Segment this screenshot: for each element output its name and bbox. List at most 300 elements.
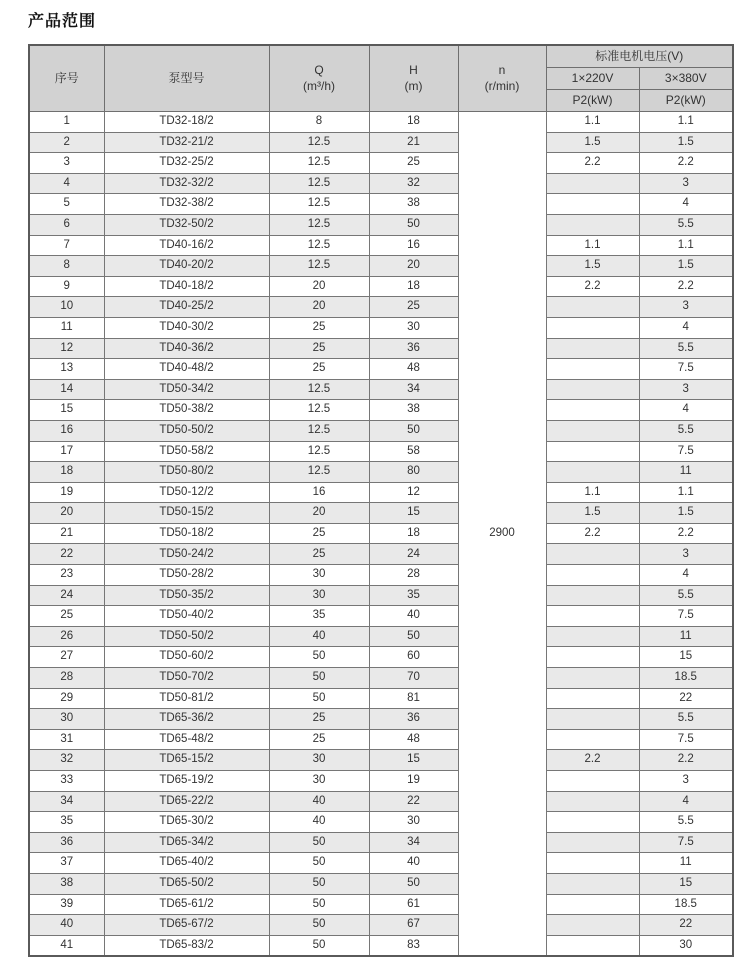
header-head-h-unit: (m) [404,78,423,93]
cell-p2-220 [546,894,639,915]
cell-pump-model: TD50-58/2 [104,441,269,462]
cell-p2-220 [546,791,639,812]
cell-head-h: 80 [369,462,458,483]
header-flow-q [269,45,369,112]
cell-p2-380: 11 [639,626,733,647]
table-row [29,668,733,689]
cell-pump-model: TD32-21/2 [104,132,269,153]
cell-p2-220 [546,544,639,565]
cell-p2-220 [546,709,639,730]
cell-head-h: 18 [369,112,458,133]
cell-pump-model: TD40-20/2 [104,256,269,277]
cell-serial-number: 31 [29,729,104,750]
cell-p2-380: 4 [639,565,733,586]
cell-pump-model: TD32-38/2 [104,194,269,215]
cell-pump-model: TD50-12/2 [104,482,269,503]
cell-head-h: 50 [369,873,458,894]
cell-flow-q: 25 [269,338,369,359]
table-row [29,379,733,400]
cell-head-h: 50 [369,214,458,235]
cell-head-h: 83 [369,935,458,956]
cell-serial-number: 4 [29,173,104,194]
cell-head-h: 36 [369,338,458,359]
cell-p2-220: 1.5 [546,503,639,524]
cell-serial-number: 23 [29,565,104,586]
cell-serial-number: 17 [29,441,104,462]
cell-head-h: 25 [369,297,458,318]
cell-p2-380: 11 [639,462,733,483]
table-row [29,853,733,874]
cell-serial-number: 7 [29,235,104,256]
cell-p2-380: 11 [639,853,733,874]
cell-pump-model: TD65-22/2 [104,791,269,812]
cell-flow-q: 30 [269,565,369,586]
cell-serial-number: 35 [29,812,104,833]
table-row [29,317,733,338]
cell-p2-380: 5.5 [639,709,733,730]
cell-p2-220 [546,194,639,215]
cell-p2-380: 30 [639,935,733,956]
cell-pump-model: TD65-36/2 [104,709,269,730]
product-range-table [28,44,734,957]
cell-serial-number: 28 [29,668,104,689]
cell-serial-number: 26 [29,626,104,647]
cell-flow-q: 12.5 [269,400,369,421]
cell-flow-q: 35 [269,606,369,627]
cell-head-h: 60 [369,647,458,668]
cell-head-h: 16 [369,235,458,256]
cell-flow-q: 50 [269,832,369,853]
cell-p2-380: 1.1 [639,112,733,133]
cell-pump-model: TD32-50/2 [104,214,269,235]
cell-head-h: 24 [369,544,458,565]
cell-serial-number: 8 [29,256,104,277]
table-row [29,173,733,194]
cell-flow-q: 12.5 [269,153,369,174]
cell-p2-220 [546,420,639,441]
cell-serial-number: 22 [29,544,104,565]
cell-serial-number: 2 [29,132,104,153]
cell-p2-380: 4 [639,791,733,812]
table-row [29,750,733,771]
cell-p2-380: 1.5 [639,256,733,277]
table-row [29,194,733,215]
cell-flow-q: 25 [269,544,369,565]
cell-pump-model: TD50-34/2 [104,379,269,400]
cell-head-h: 18 [369,523,458,544]
cell-head-h: 35 [369,585,458,606]
cell-flow-q: 12.5 [269,379,369,400]
cell-head-h: 70 [369,668,458,689]
cell-p2-220: 2.2 [546,523,639,544]
table-row [29,297,733,318]
cell-flow-q: 50 [269,894,369,915]
cell-serial-number: 3 [29,153,104,174]
cell-serial-number: 19 [29,482,104,503]
table-row [29,791,733,812]
cell-pump-model: TD40-48/2 [104,359,269,380]
cell-flow-q: 25 [269,317,369,338]
cell-p2-220: 2.2 [546,750,639,771]
cell-p2-380: 22 [639,915,733,936]
cell-p2-220 [546,668,639,689]
cell-head-h: 25 [369,153,458,174]
cell-p2-380: 5.5 [639,338,733,359]
cell-head-h: 28 [369,565,458,586]
cell-flow-q: 12.5 [269,173,369,194]
cell-p2-220 [546,379,639,400]
cell-pump-model: TD65-19/2 [104,771,269,792]
cell-flow-q: 12.5 [269,132,369,153]
cell-flow-q: 12.5 [269,420,369,441]
cell-pump-model: TD40-18/2 [104,276,269,297]
cell-p2-380: 5.5 [639,420,733,441]
cell-flow-q: 25 [269,359,369,380]
cell-p2-220: 1.1 [546,112,639,133]
cell-p2-380: 3 [639,297,733,318]
cell-head-h: 36 [369,709,458,730]
cell-flow-q: 20 [269,297,369,318]
cell-pump-model: TD50-40/2 [104,606,269,627]
cell-head-h: 12 [369,482,458,503]
cell-head-h: 58 [369,441,458,462]
cell-head-h: 50 [369,626,458,647]
cell-p2-220 [546,359,639,380]
cell-p2-220 [546,647,639,668]
cell-pump-model: TD40-25/2 [104,297,269,318]
table-row [29,112,733,133]
cell-serial-number: 11 [29,317,104,338]
cell-serial-number: 16 [29,420,104,441]
header-speed-n-symbol: n [498,62,506,77]
cell-pump-model: TD40-36/2 [104,338,269,359]
cell-p2-380: 4 [639,400,733,421]
cell-pump-model: TD50-50/2 [104,420,269,441]
cell-p2-380: 3 [639,771,733,792]
table-body [29,112,733,957]
page-title: 产品范围 [28,13,97,30]
cell-p2-380: 7.5 [639,359,733,380]
cell-serial-number: 6 [29,214,104,235]
cell-p2-220 [546,462,639,483]
table-row [29,873,733,894]
cell-pump-model: TD65-30/2 [104,812,269,833]
cell-pump-model: TD65-15/2 [104,750,269,771]
header-head-h [369,45,458,112]
cell-p2-220 [546,565,639,586]
table-row [29,915,733,936]
cell-p2-220 [546,606,639,627]
header-p2-380: P2(kW) [639,90,733,112]
table-row [29,482,733,503]
table-row [29,688,733,709]
table-row [29,462,733,483]
table-row [29,544,733,565]
cell-head-h: 48 [369,359,458,380]
cell-p2-220 [546,626,639,647]
cell-p2-380: 1.5 [639,132,733,153]
cell-pump-model: TD65-34/2 [104,832,269,853]
cell-serial-number: 5 [29,194,104,215]
cell-serial-number: 13 [29,359,104,380]
cell-p2-380: 2.2 [639,750,733,771]
cell-serial-number: 1 [29,112,104,133]
cell-p2-220 [546,297,639,318]
cell-p2-220 [546,853,639,874]
cell-p2-380: 5.5 [639,585,733,606]
cell-p2-220 [546,771,639,792]
table-row [29,523,733,544]
cell-pump-model: TD65-48/2 [104,729,269,750]
cell-p2-220 [546,400,639,421]
cell-p2-220 [546,338,639,359]
cell-head-h: 50 [369,420,458,441]
cell-flow-q: 40 [269,812,369,833]
cell-p2-220 [546,812,639,833]
cell-p2-380: 1.1 [639,482,733,503]
cell-head-h: 18 [369,276,458,297]
cell-pump-model: TD32-32/2 [104,173,269,194]
cell-p2-380: 1.1 [639,235,733,256]
cell-serial-number: 29 [29,688,104,709]
cell-pump-model: TD50-38/2 [104,400,269,421]
cell-serial-number: 40 [29,915,104,936]
cell-flow-q: 25 [269,709,369,730]
table-row [29,709,733,730]
cell-pump-model: TD65-67/2 [104,915,269,936]
header-speed-n [458,45,546,112]
cell-p2-380: 2.2 [639,276,733,297]
cell-flow-q: 40 [269,626,369,647]
cell-p2-380: 2.2 [639,523,733,544]
cell-head-h: 38 [369,400,458,421]
header-speed-n-unit: (r/min) [484,78,520,93]
cell-head-h: 40 [369,606,458,627]
cell-flow-q: 8 [269,112,369,133]
cell-pump-model: TD50-50/2 [104,626,269,647]
cell-pump-model: TD32-25/2 [104,153,269,174]
header-voltage-1x220: 1×220V [546,68,639,90]
cell-p2-380: 22 [639,688,733,709]
cell-serial-number: 20 [29,503,104,524]
table-row [29,565,733,586]
cell-p2-220 [546,729,639,750]
cell-pump-model: TD50-24/2 [104,544,269,565]
cell-serial-number: 14 [29,379,104,400]
cell-serial-number: 41 [29,935,104,956]
cell-p2-220: 2.2 [546,153,639,174]
table-row [29,935,733,956]
table-row [29,729,733,750]
cell-p2-220: 1.1 [546,482,639,503]
cell-serial-number: 36 [29,832,104,853]
cell-p2-380: 18.5 [639,668,733,689]
cell-pump-model: TD65-50/2 [104,873,269,894]
cell-flow-q: 12.5 [269,462,369,483]
table-row [29,626,733,647]
cell-flow-q: 50 [269,935,369,956]
cell-head-h: 21 [369,132,458,153]
table-row [29,276,733,297]
cell-flow-q: 25 [269,523,369,544]
cell-head-h: 22 [369,791,458,812]
cell-p2-380: 4 [639,317,733,338]
cell-flow-q: 25 [269,729,369,750]
header-pump-model: 泵型号 [104,45,269,112]
cell-pump-model: TD50-60/2 [104,647,269,668]
cell-pump-model: TD50-18/2 [104,523,269,544]
cell-flow-q: 50 [269,915,369,936]
header-head-h-symbol: H [409,62,418,77]
cell-flow-q: 12.5 [269,214,369,235]
cell-flow-q: 12.5 [269,194,369,215]
cell-flow-q: 12.5 [269,441,369,462]
cell-pump-model: TD50-15/2 [104,503,269,524]
table-row [29,400,733,421]
cell-p2-220 [546,441,639,462]
cell-flow-q: 30 [269,771,369,792]
cell-pump-model: TD50-70/2 [104,668,269,689]
cell-pump-model: TD65-83/2 [104,935,269,956]
cell-p2-220: 1.1 [546,235,639,256]
cell-flow-q: 12.5 [269,235,369,256]
cell-p2-380: 3 [639,544,733,565]
cell-head-h: 38 [369,194,458,215]
cell-flow-q: 40 [269,791,369,812]
cell-p2-380: 2.2 [639,153,733,174]
header-flow-q-unit: (m³/h) [303,78,335,93]
cell-p2-380: 1.5 [639,503,733,524]
cell-p2-220 [546,915,639,936]
table-row [29,441,733,462]
table-row [29,503,733,524]
cell-head-h: 81 [369,688,458,709]
header-flow-q-symbol: Q [314,62,324,77]
table-row [29,235,733,256]
cell-head-h: 32 [369,173,458,194]
cell-p2-380: 7.5 [639,832,733,853]
cell-p2-220 [546,935,639,956]
table-row [29,256,733,277]
cell-serial-number: 18 [29,462,104,483]
cell-flow-q: 30 [269,585,369,606]
cell-p2-220 [546,214,639,235]
cell-serial-number: 12 [29,338,104,359]
header-p2-220: P2(kW) [546,90,639,112]
cell-pump-model: TD40-16/2 [104,235,269,256]
cell-p2-380: 7.5 [639,729,733,750]
cell-speed-n-merged: 2900 [458,112,546,957]
cell-head-h: 40 [369,853,458,874]
table-row [29,420,733,441]
cell-pump-model: TD50-81/2 [104,688,269,709]
cell-head-h: 61 [369,894,458,915]
table-row [29,338,733,359]
cell-pump-model: TD50-80/2 [104,462,269,483]
cell-p2-220 [546,173,639,194]
cell-serial-number: 25 [29,606,104,627]
cell-serial-number: 39 [29,894,104,915]
cell-p2-380: 15 [639,873,733,894]
cell-pump-model: TD50-28/2 [104,565,269,586]
cell-serial-number: 27 [29,647,104,668]
cell-serial-number: 24 [29,585,104,606]
cell-p2-220: 1.5 [546,256,639,277]
table-row [29,214,733,235]
cell-head-h: 30 [369,812,458,833]
cell-flow-q: 20 [269,276,369,297]
cell-p2-380: 15 [639,647,733,668]
cell-head-h: 67 [369,915,458,936]
cell-p2-220 [546,688,639,709]
cell-head-h: 48 [369,729,458,750]
table-row [29,359,733,380]
cell-p2-220 [546,317,639,338]
cell-pump-model: TD50-35/2 [104,585,269,606]
cell-p2-220 [546,832,639,853]
table-row [29,153,733,174]
cell-head-h: 34 [369,832,458,853]
cell-serial-number: 10 [29,297,104,318]
cell-serial-number: 37 [29,853,104,874]
cell-p2-380: 7.5 [639,441,733,462]
cell-p2-380: 3 [639,379,733,400]
cell-pump-model: TD40-30/2 [104,317,269,338]
cell-p2-380: 18.5 [639,894,733,915]
table-row [29,132,733,153]
cell-p2-380: 7.5 [639,606,733,627]
cell-serial-number: 38 [29,873,104,894]
cell-pump-model: TD65-40/2 [104,853,269,874]
cell-flow-q: 16 [269,482,369,503]
table-row [29,832,733,853]
cell-head-h: 20 [369,256,458,277]
table-row [29,585,733,606]
table-row [29,812,733,833]
cell-flow-q: 50 [269,853,369,874]
header-serial-number: 序号 [29,45,104,112]
cell-p2-380: 4 [639,194,733,215]
header-voltage-3x380: 3×380V [639,68,733,90]
cell-head-h: 34 [369,379,458,400]
cell-pump-model: TD32-18/2 [104,112,269,133]
table-header [29,45,733,112]
cell-p2-380: 3 [639,173,733,194]
cell-head-h: 19 [369,771,458,792]
cell-serial-number: 32 [29,750,104,771]
table-row [29,771,733,792]
cell-flow-q: 50 [269,688,369,709]
cell-serial-number: 30 [29,709,104,730]
cell-serial-number: 15 [29,400,104,421]
table-row [29,606,733,627]
cell-flow-q: 50 [269,668,369,689]
cell-flow-q: 20 [269,503,369,524]
cell-serial-number: 21 [29,523,104,544]
cell-pump-model: TD65-61/2 [104,894,269,915]
cell-head-h: 15 [369,503,458,524]
cell-p2-220: 2.2 [546,276,639,297]
header-motor-voltage-group: 标准电机电压(V) [546,45,733,68]
cell-head-h: 30 [369,317,458,338]
cell-serial-number: 33 [29,771,104,792]
cell-p2-380: 5.5 [639,214,733,235]
cell-serial-number: 9 [29,276,104,297]
cell-head-h: 15 [369,750,458,771]
cell-p2-220 [546,873,639,894]
table-row [29,894,733,915]
cell-flow-q: 12.5 [269,256,369,277]
